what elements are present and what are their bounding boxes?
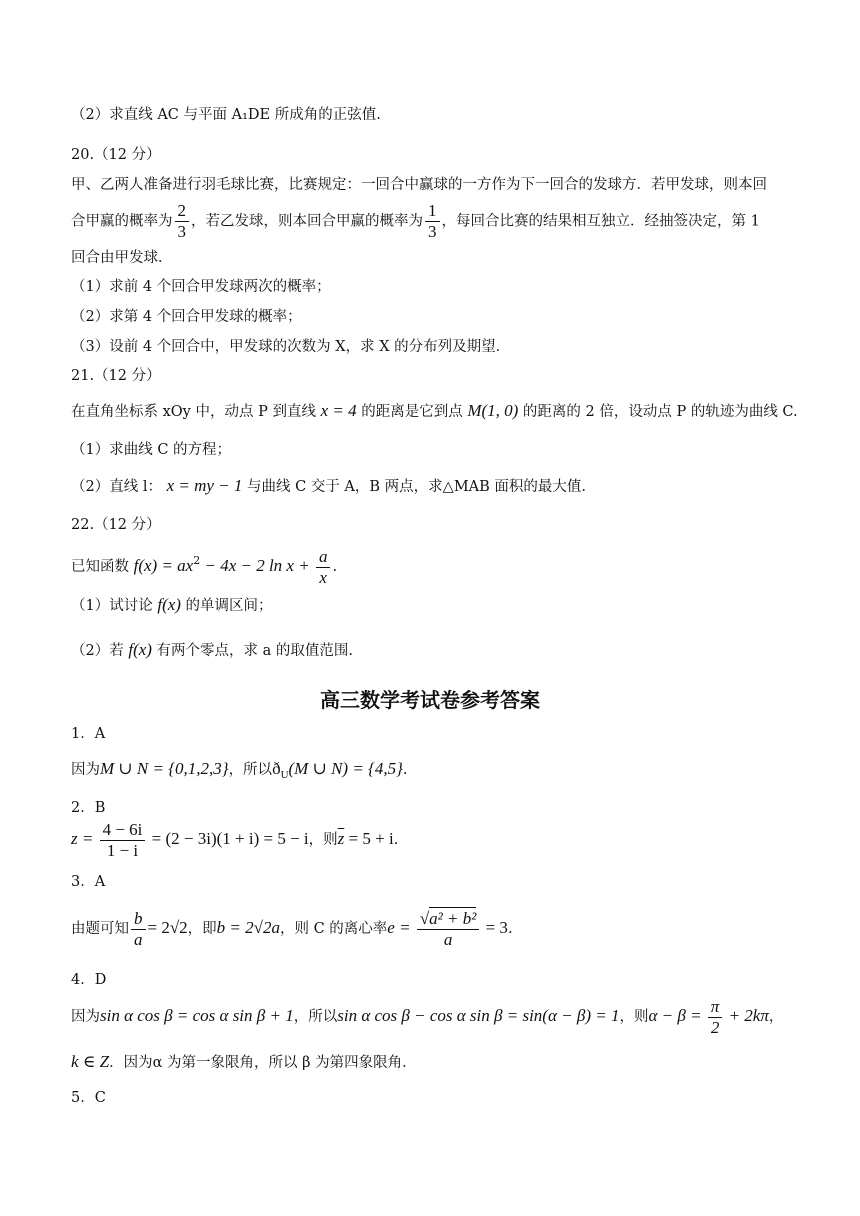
- answer-key-title: 高三数学考试卷参考答案: [320, 688, 540, 712]
- answer-4-explanation-line2: k ∈ Z．因为α 为第一象限角，所以 β 为第四象限角．: [71, 1052, 417, 1071]
- q20-sub3: （3）设前 4 个回合中，甲发球的次数为 X，求 X 的分布列及期望．: [71, 339, 511, 355]
- answer-4-explanation-line1: 因为sin α cos β = cos α sin β + 1，所以sin α cos β − cos α sin β = sin(α − β) = 1，则α − β = $\frac{\pi}{2}$ + 2kπ，: [71, 996, 784, 1037]
- q20-paragraph-line1: 甲、乙两人准备进行羽毛球比赛，比赛规定：一回合中赢球的一方作为下一回合的发球方．若甲发球，则本回: [71, 177, 767, 193]
- fraction-z: $\frac{4 - 6i}{1 - i}$: [100, 820, 146, 861]
- q22-function-def: 已知函数 $f(x) = ax^2 - 4x - 2$ ln x + $\frac{a}{x}$ .: [71, 546, 338, 587]
- fraction-a-over-x: $\frac{a}{x}$: [316, 547, 331, 588]
- fraction-pi-over-2: $\frac{\pi}{2}$: [708, 997, 723, 1038]
- answer-1-explanation: 因为M ∪ N = {0,1,2,3}，所以$ð_U(M$ ∪ N) = {4,5}.: [71, 759, 408, 781]
- q22-heading: 22.（12 分）: [71, 517, 161, 533]
- answer-2-label: 2．B: [71, 800, 106, 816]
- q19-part2: （2）求直线 AC 与平面 A₁DE 所成角的正弦值.: [71, 107, 381, 123]
- answer-4-label: 4．D: [71, 972, 107, 988]
- q20-sub1: （1）求前 4 个回合甲发球两次的概率；: [71, 279, 331, 295]
- answer-5-label: 5．C: [71, 1090, 106, 1106]
- answer-3-explanation: 由题可知 $\frac{b}{a}$ = 2√2，即b = 2√2a，则 C 的离心率e = $\frac{\text{√a² + b²}}{a}$ = 3.: [71, 908, 513, 949]
- fraction-one-third: $\frac{1}{3}$: [425, 201, 440, 242]
- q22-sub2: （2）若 f(x) 有两个零点，求 a 的取值范围.: [71, 640, 354, 659]
- q21-heading: 21.（12 分）: [71, 368, 161, 384]
- q21-paragraph: 在直角坐标系 xOy 中，动点 P 到直线 x = 4 的距离是它到点 M(1, 0) 的距离的 2 倍，设动点 P 的轨迹为曲线 C.: [71, 401, 798, 420]
- fraction-eccentricity: $\frac{\text{√a² + b²}}{a}$: [417, 909, 480, 950]
- fraction-b-over-a: $\frac{b}{a}$: [131, 909, 146, 950]
- answer-2-explanation: z = $\frac{4 - 6i}{1 - i}$ = (2 − 3i)(1 + i) = 5 − i，则$\overline{z} = 5 + i$.: [71, 819, 399, 860]
- q20-heading: 20.（12 分）: [71, 147, 161, 163]
- q20-paragraph-line2: 合甲赢的概率为 $\frac{2}{3}$ ，若乙发球，则本回合甲赢的概率为 $\frac{1}{3}$ ，每回合比赛的结果相互独立．经抽签决定，第 1: [71, 201, 760, 241]
- q21-sub2: （2）直线 l： x = my − 1 与曲线 C 交于 A，B 两点，求△MAB 面积的最大值.: [71, 476, 587, 495]
- q21-sub1: （1）求曲线 C 的方程；: [71, 442, 232, 458]
- q22-sub1: （1）试讨论 f(x) 的单调区间；: [71, 595, 273, 614]
- answer-1-label: 1．A: [71, 726, 106, 742]
- q20-paragraph-line3: 回合由甲发球．: [71, 250, 173, 266]
- q20-sub2: （2）求第 4 个回合甲发球的概率；: [71, 309, 302, 325]
- answer-3-label: 3．A: [71, 874, 106, 890]
- fraction-two-thirds: $\frac{2}{3}$: [175, 201, 190, 242]
